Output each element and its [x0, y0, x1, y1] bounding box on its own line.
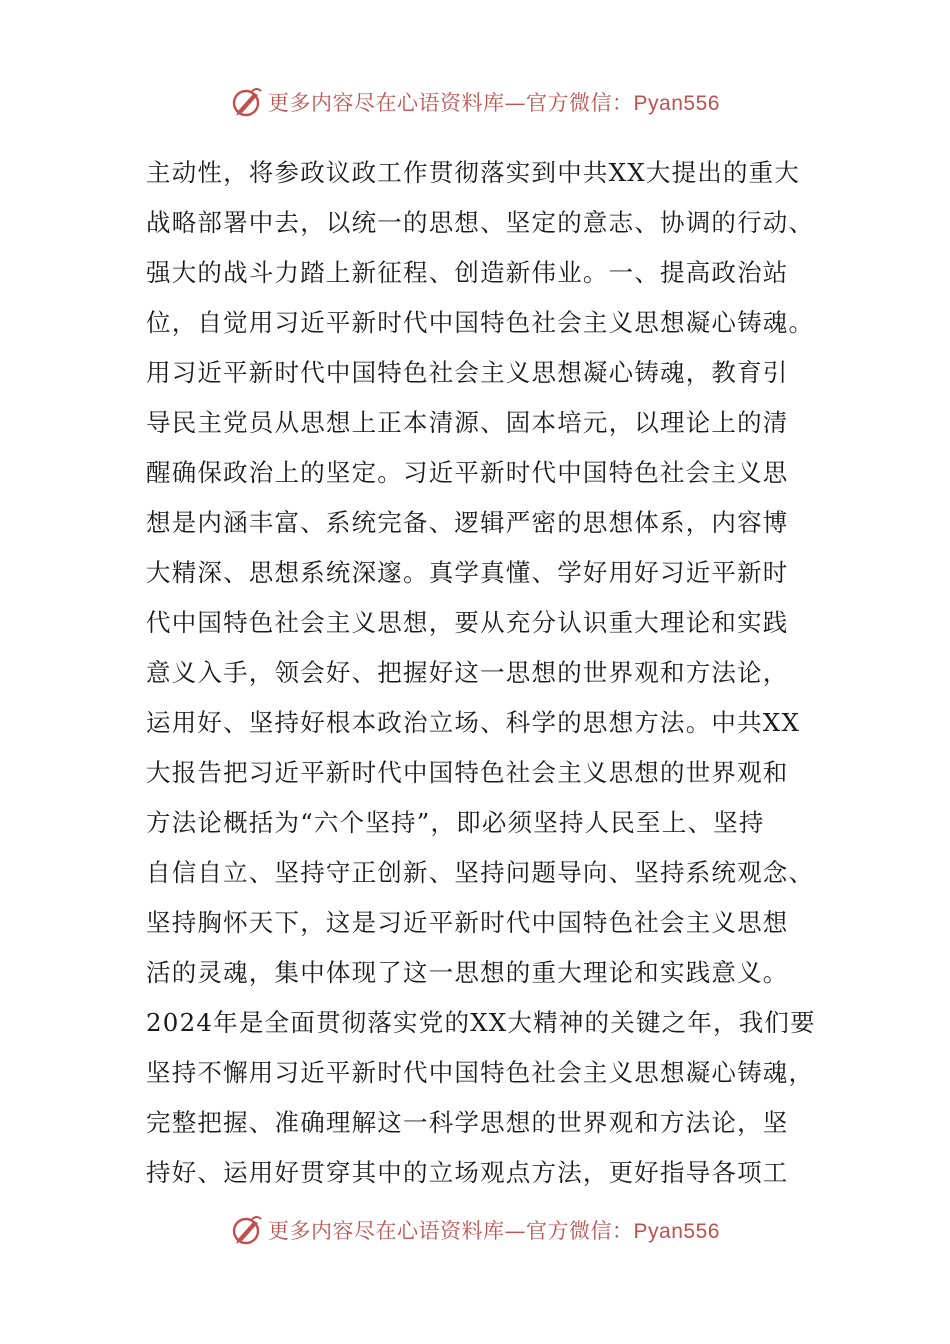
footer-banner-handle: Pyan556 — [633, 1220, 720, 1243]
body-line: 用习近平新时代中国特色社会主义思想凝心铸魂，教育引 — [146, 358, 789, 387]
body-line: 持好、运用好贯穿其中的立场观点方法，更好指导各项工 — [146, 1158, 789, 1187]
body-line: 完整把握、准确理解这一科学思想的世界观和方法论，坚 — [146, 1108, 789, 1137]
body-line: 大报告把习近平新时代中国特色社会主义思想的世界观和 — [146, 758, 789, 787]
pen-logo-icon — [230, 85, 264, 119]
body-line: 战略部署中去，以统一的思想、坚定的意志、协调的行动、 — [146, 208, 815, 237]
body-line: 导民主党员从思想上正本清源、固本培元，以理论上的清 — [146, 408, 789, 437]
header-banner-handle: Pyan556 — [633, 92, 720, 115]
body-line: 坚持不懈用习近平新时代中国特色社会主义思想凝心铸魂， — [146, 1058, 815, 1087]
body-line: 想是内涵丰富、系统完备、逻辑严密的思想体系，内容博 — [146, 508, 789, 537]
footer-banner-text: 更多内容尽在心语资料库—官方微信：Pyan556 — [268, 1219, 720, 1243]
body-line: 2024年是全面贯彻落实党的XX大精神的关键之年，我们要 — [146, 1008, 816, 1037]
pen-logo-icon — [230, 1213, 264, 1247]
body-line: 代中国特色社会主义思想，要从充分认识重大理论和实践 — [146, 608, 789, 637]
body-line: 方法论概括为“六个坚持”，即必须坚持人民至上、坚持 — [146, 808, 765, 837]
body-line: 运用好、坚持好根本政治立场、科学的思想方法。中共XX — [146, 708, 801, 737]
header-banner — [0, 82, 950, 122]
body-line: 意义入手，领会好、把握好这一思想的世界观和方法论， — [146, 658, 789, 687]
body-line: 强大的战斗力踏上新征程、创造新伟业。一、提高政治站 — [146, 258, 789, 287]
body-line: 大精深、思想系统深邃。真学真懂、学好用好习近平新时 — [146, 558, 789, 587]
body-line: 坚持胸怀天下，这是习近平新时代中国特色社会主义思想 — [146, 908, 789, 937]
header-banner-text: 更多内容尽在心语资料库—官方微信：Pyan556 — [268, 91, 720, 115]
body-line: 自信自立、坚持守正创新、坚持问题导向、坚持系统观念、 — [146, 858, 815, 887]
footer-banner — [0, 1210, 950, 1250]
body-line: 醒确保政治上的坚定。习近平新时代中国特色社会主义思 — [146, 458, 789, 487]
document-body — [146, 148, 816, 1198]
body-line: 位，自觉用习近平新时代中国特色社会主义思想凝心铸魂。 — [146, 308, 815, 337]
body-line: 主动性，将参政议政工作贯彻落实到中共XX大提出的重大 — [146, 158, 801, 187]
body-line: 活的灵魂，集中体现了这一思想的重大理论和实践意义。 — [146, 958, 789, 987]
